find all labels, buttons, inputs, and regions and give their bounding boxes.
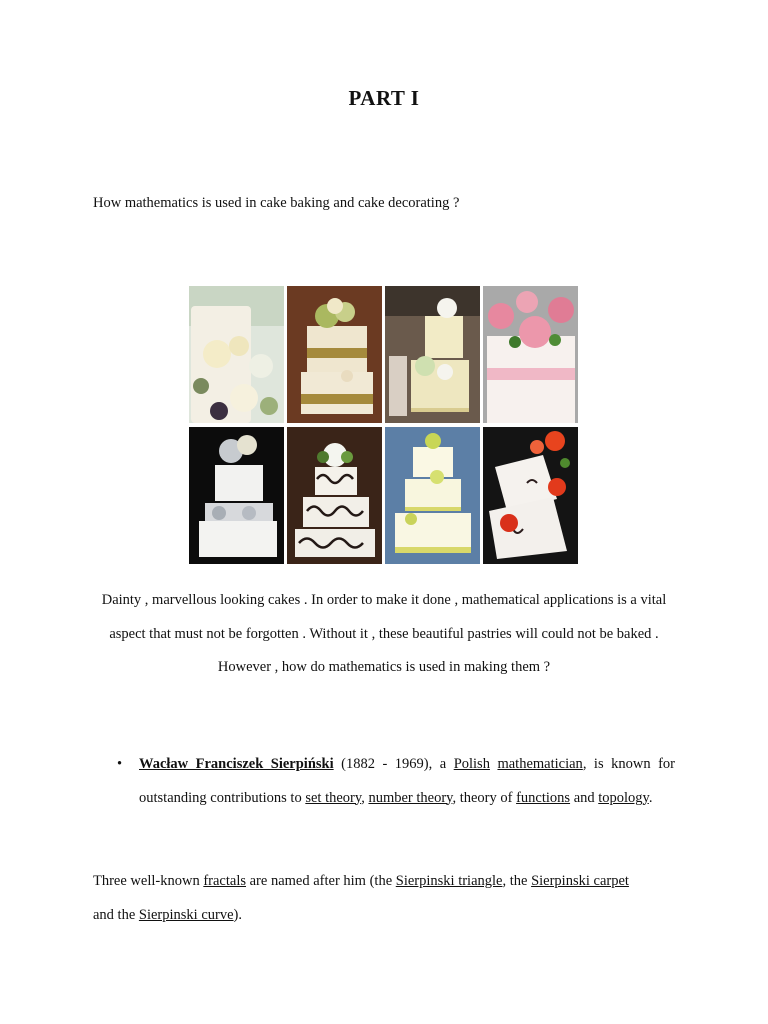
gallery-caption: Dainty , marvellous looking cakes . In order to make it done , mathematical applications is a vital aspect that must not be forgotten . Without it , these beautiful pastries will could not be baked . However , how do mathematics is used in making them ? bbox=[101, 592, 667, 675]
bio-years: (1882 - 1969), a bbox=[333, 756, 454, 772]
cake-photo-silver-tiers bbox=[189, 427, 284, 564]
page-title: PART I bbox=[348, 86, 420, 110]
link-sierpinski-name[interactable]: Wacław Franciszek Sierpiński bbox=[139, 756, 334, 772]
bio-text-4: and bbox=[570, 789, 599, 806]
sierpinski-bio-bullet bbox=[139, 748, 675, 815]
cake-photo-red-blossom-topsy bbox=[483, 427, 578, 564]
link-functions[interactable]: functions bbox=[516, 789, 571, 806]
link-set-theory[interactable]: set theory bbox=[305, 789, 362, 806]
link-topology[interactable]: topology bbox=[598, 789, 649, 806]
cake-photo-white-roses bbox=[189, 286, 284, 423]
fractals-text-2: are named after him (the bbox=[246, 873, 396, 889]
cake-photo-hexagon-orchid bbox=[385, 427, 480, 564]
cake-photo-pink-roses bbox=[483, 286, 578, 423]
link-sierpinski-carpet[interactable]: Sierpinski carpet bbox=[531, 873, 629, 889]
bio-text-3: , theory of bbox=[452, 789, 517, 806]
link-mathematician[interactable]: mathematician bbox=[497, 756, 583, 772]
cake-photo-grid bbox=[189, 286, 579, 564]
cake-photo-black-scroll bbox=[287, 427, 382, 564]
bio-text-1: , is known for outstanding contributions to bbox=[139, 756, 675, 806]
link-sierpinski-triangle[interactable]: Sierpinski triangle bbox=[395, 873, 503, 889]
link-sierpinski-curve[interactable]: Sierpinski curve bbox=[138, 906, 234, 923]
fractals-text-5: ). bbox=[233, 906, 243, 923]
bio-text-5: . bbox=[648, 789, 653, 806]
link-number-theory[interactable]: number theory bbox=[368, 789, 453, 806]
link-fractals[interactable]: fractals bbox=[203, 873, 246, 889]
cake-photo-stacked-flowers bbox=[385, 286, 480, 423]
fractals-text-4: and the bbox=[93, 906, 139, 923]
intro-question: How mathematics is used in cake baking and cake decorating ? bbox=[93, 195, 460, 211]
fractals-text-1: Three well-known bbox=[93, 873, 204, 889]
bio-text-2: , bbox=[361, 789, 369, 806]
cake-photo-gold-ribbon bbox=[287, 286, 382, 423]
bullet-marker: • bbox=[117, 756, 123, 772]
fractals-paragraph bbox=[93, 865, 683, 932]
link-polish[interactable]: Polish bbox=[453, 756, 490, 772]
fractals-text-3: , the bbox=[502, 873, 532, 889]
